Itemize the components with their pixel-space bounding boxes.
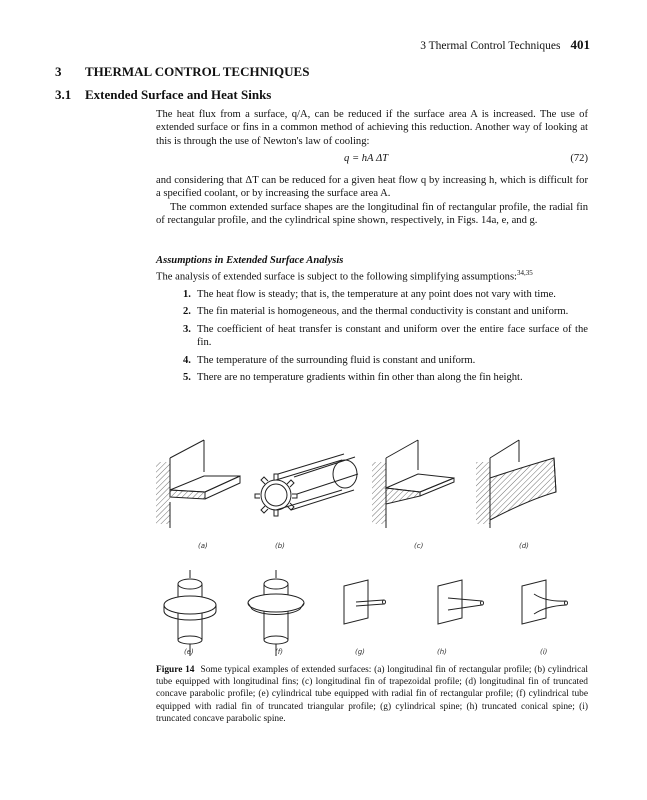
section-title: THERMAL CONTROL TECHNIQUES	[85, 64, 310, 79]
item-number: 1.	[183, 289, 191, 300]
assumptions-intro: The analysis of extended surface is subject to the following simplifying assumptions:	[156, 271, 518, 283]
fin-c-drawing	[372, 440, 454, 528]
panel-label-e: (e)	[184, 648, 194, 656]
paragraph-3: The common extended surface shapes are the longitudinal fin of rectangular profile, the radial fin of rectangular profile, and the cylindrical spine shown, respectively, in Figs. 14a, e, and g.	[156, 201, 588, 227]
panel-label-d: (d)	[519, 542, 529, 550]
panel-label-a: (a)	[198, 542, 208, 550]
fin-b-drawing	[255, 454, 358, 516]
panel-label-b: (b)	[275, 542, 285, 550]
fin-d-drawing	[476, 440, 556, 528]
item-text: There are no temperature gradients within fin other than along the fin height.	[197, 372, 523, 384]
panel-label-i: (i)	[540, 648, 548, 656]
panel-label-c: (c)	[414, 542, 424, 550]
fin-e-drawing	[164, 570, 216, 656]
item-number: 4.	[183, 354, 191, 366]
item-number: 3.	[183, 323, 191, 335]
item-text: The coefficient of heat transfer is constant and uniform over the entire face surface of the fin.	[197, 323, 588, 349]
paragraph-1: The heat flux from a surface, q/A, can be reduced if the surface area A is increased. The use of extended surface or fins in a common method of achieving this reduction. Another way of looking at this is through the use of Newton's law of cooling:	[156, 109, 588, 147]
item-text: The temperature of the surrounding fluid is constant and uniform.	[197, 354, 476, 366]
equation-number: (72)	[570, 153, 588, 164]
page-number: 401	[570, 37, 590, 52]
figure-caption	[156, 664, 588, 725]
subsection-number: 3.1	[55, 87, 72, 102]
figure-caption-label: Figure 14	[156, 665, 195, 675]
figure-caption-text: Some typical examples of extended surfaces: (a) longitudinal fin of rectangular profile; (b) cylindrical tube equipped with longitudinal fins; (c) longitudinal fin of trapezoidal profile; (d) longitudinal fin of truncated concave parabolic profile; (e) cylindrical tube equipped with radial fin of rectangular profile; (f) cylindrical tube equipped with radial fin of truncated triangular profile; (g) cylindrical spine; (h) truncated conical spine; (i) truncated concave parabolic spine.	[156, 665, 588, 724]
item-number: 2.	[183, 306, 191, 318]
item-text: The fin material is homogeneous, and the thermal conductivity is constant and uniform.	[197, 306, 569, 318]
fin-f-drawing	[248, 570, 304, 656]
fin-a-drawing	[156, 440, 240, 528]
equation-expression: q = hA ΔT	[344, 153, 389, 164]
spine-h-drawing	[438, 580, 484, 624]
panel-label-g: (g)	[355, 648, 365, 656]
panel-label-f: (f)	[275, 648, 283, 656]
running-title: 3 Thermal Control Techniques	[420, 40, 561, 52]
item-text: The heat flow is steady; that is, the temperature at any point does not vary with time.	[197, 289, 556, 300]
panel-label-h: (h)	[437, 648, 447, 656]
subsection-title: Extended Surface and Heat Sinks	[85, 87, 272, 102]
paragraph-2: and considering that ΔT can be reduced for a given heat flow q by increasing h, which is difficult for a specified coolant, or by increasing the surface area A.	[156, 175, 588, 200]
item-number: 5.	[183, 372, 191, 384]
section-number: 3	[55, 64, 62, 79]
assumptions-heading: Assumptions in Extended Surface Analysis	[156, 255, 344, 266]
spine-g-drawing	[344, 580, 386, 624]
spine-i-drawing	[522, 580, 568, 624]
citation-ref: 34,35	[517, 269, 533, 278]
